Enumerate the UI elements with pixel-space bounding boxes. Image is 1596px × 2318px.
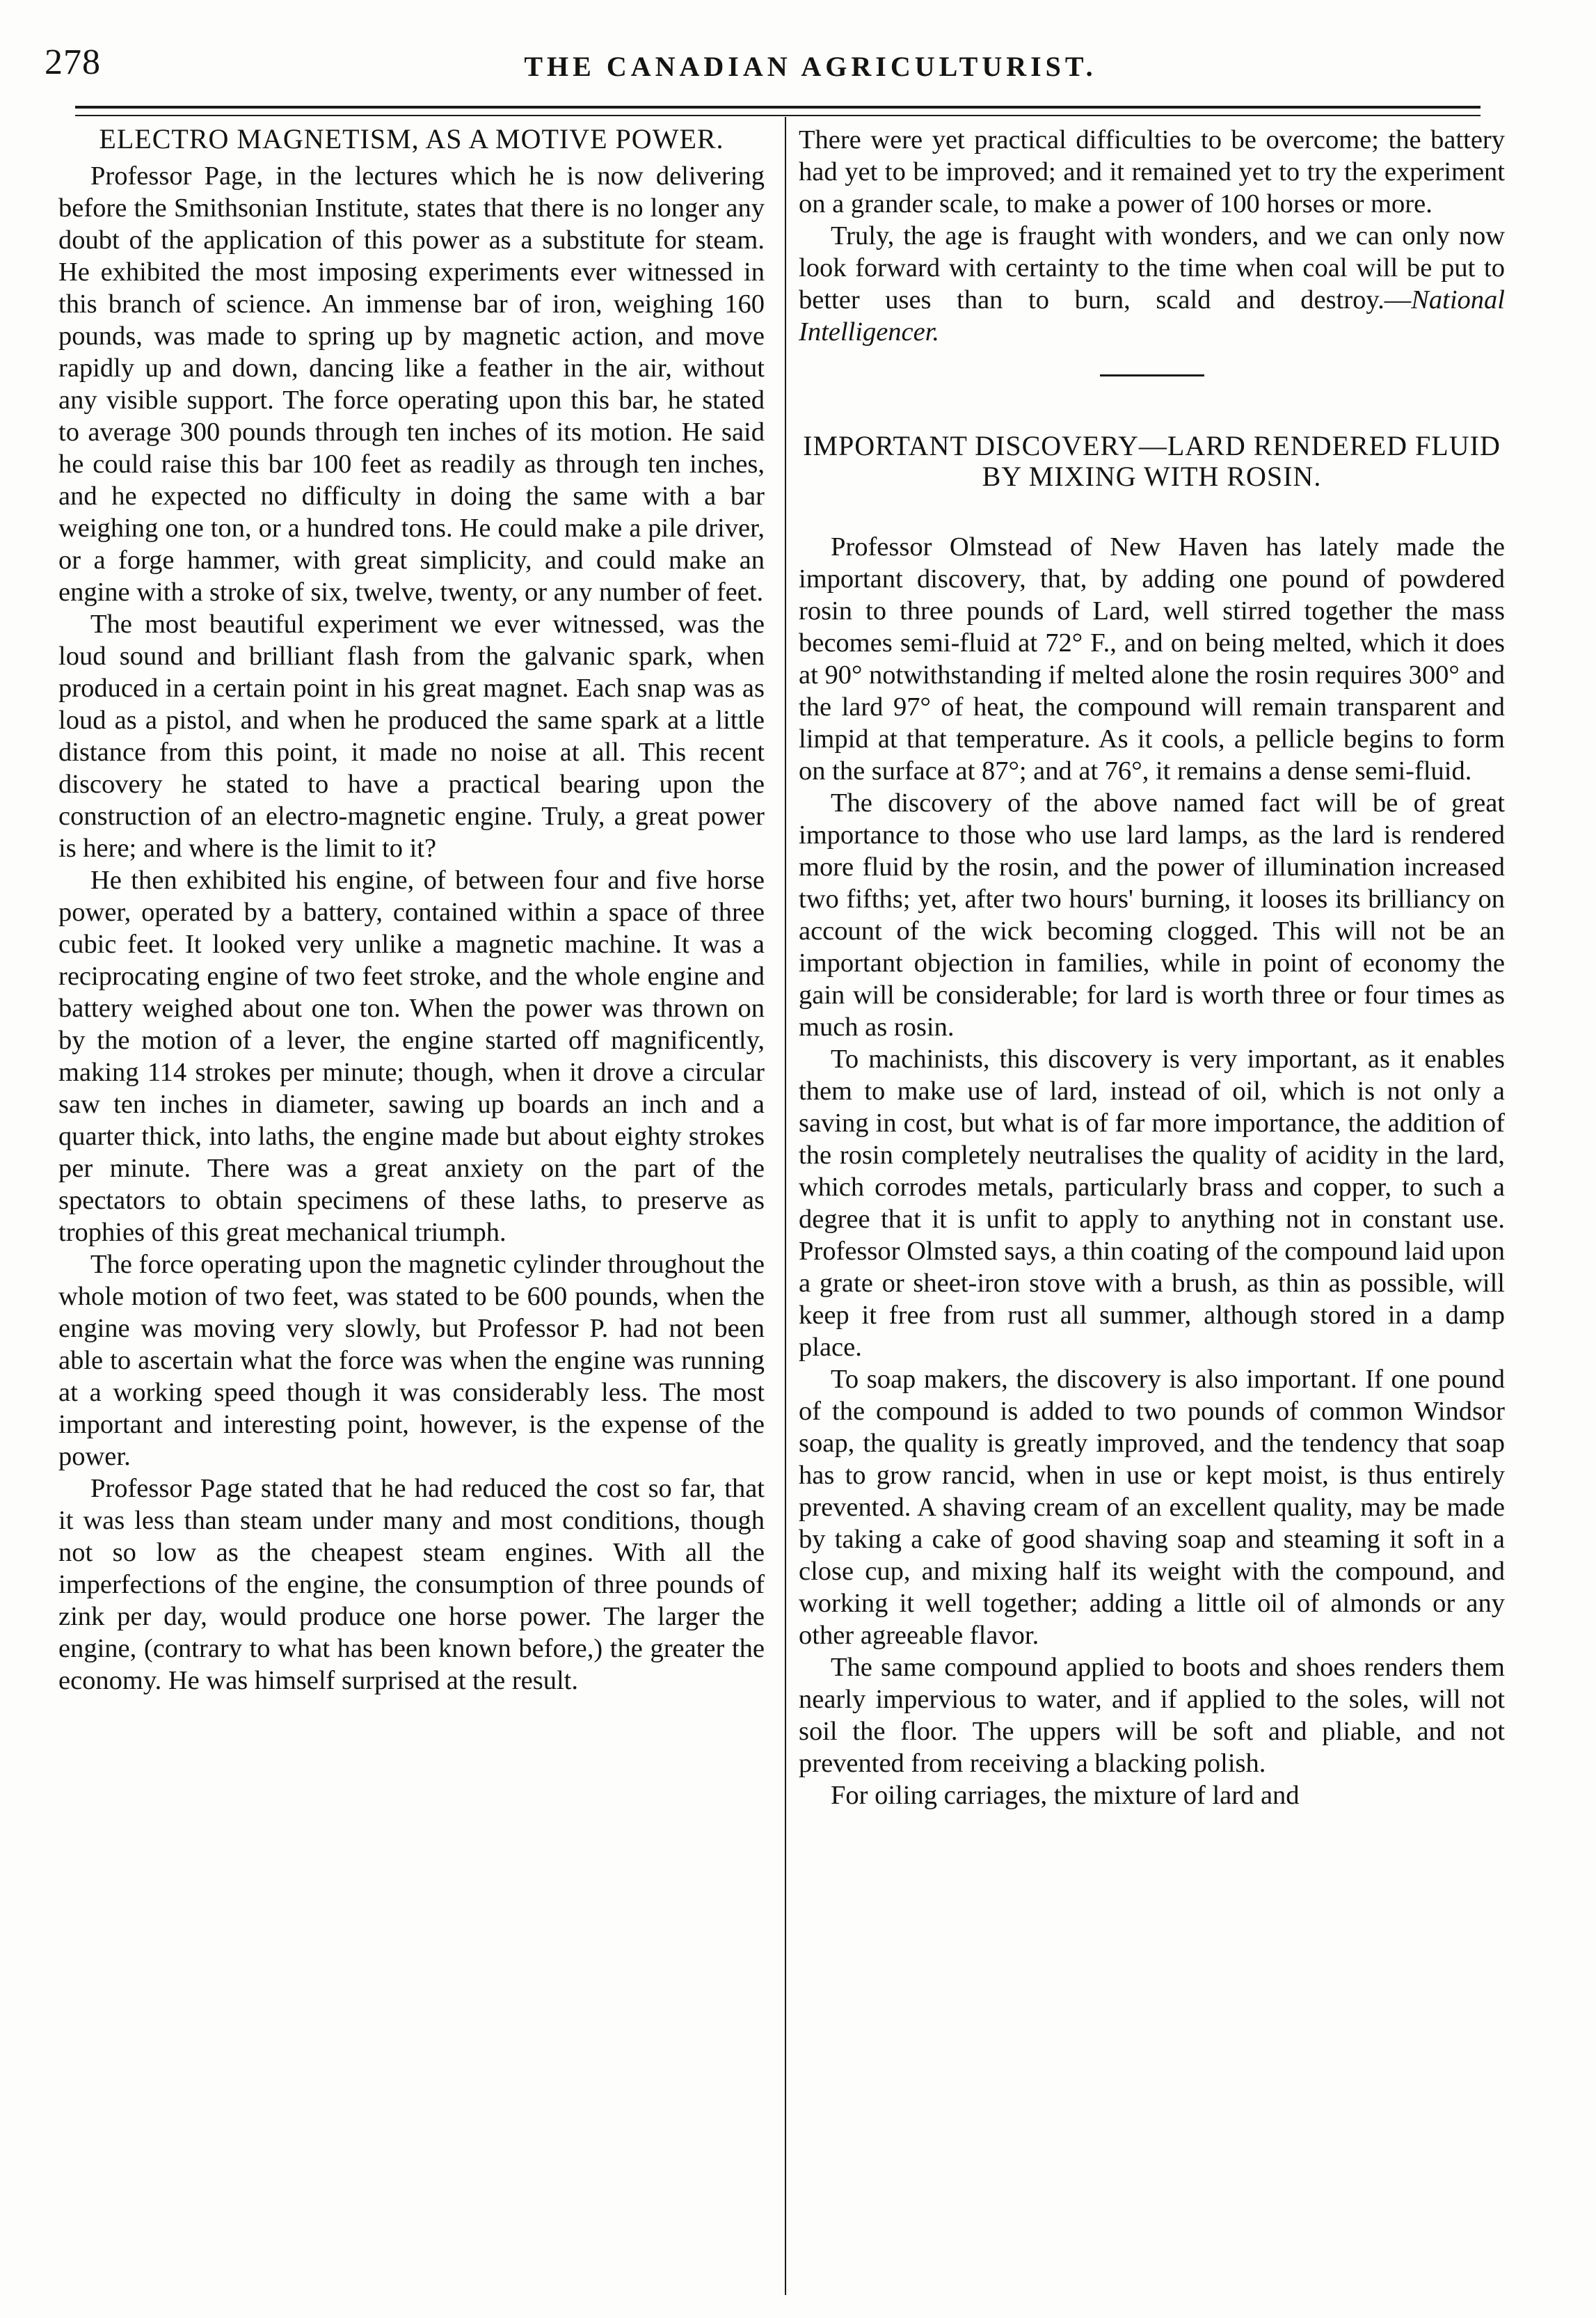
page-number: 278: [45, 42, 101, 82]
article-paragraph: Professor Page, in the lectures which he is now delivering before the Smithsonian Institute, states that there is no longer any doubt of the application of this power as a substitute for steam. He exhibited the most imposing experiments ever witnessed in this branch of science. An immense bar of iron, weighing 160 pounds, was made to spring up by magnetic action, and move rapidly up and down, dancing like a feather in the air, without any visible support. The force operating upon this bar, he stated to average 300 pounds through ten inches of its motion. He said he could raise this bar 100 feet as readily as through ten inches, and he expected no difficulty in doing the same with a bar weighing one ton, or a hundred tons. He could make a pile driver, or a forge hammer, with great simplicity, and could make an engine with a stroke of six, twelve, twenty, or any number of feet.: [58, 161, 765, 607]
article-paragraph: To soap makers, the discovery is also important. If one pound of the compound is added to two pounds of common Windsor soap, the quality is greatly improved, and the tendency that soap has to grow rancid, when in use or kept moist, is thus entirely prevented. A shaving cream of an excellent quality, may be made by taking a cake of good shaving soap and steaming it soft in a close cup, and mixing half its weight with the compound, and working it well together; adding a little oil of almonds or any other agreeable flavor.: [799, 1365, 1505, 1650]
article-paragraph: [799, 220, 1505, 348]
right-column: [799, 124, 1505, 1811]
article-paragraph: To machinists, this discovery is very important, as it enables them to make use of lard, instead of oil, which is not only a saving in cost, but what is of far more importance, the addition of the rosin completely neutralises the quality of acidity in the lard, which corrodes metals, particularly brass and copper, to such a degree that it is unfit to apply to anything not in constant use. Professor Olmsted says, a thin coating of the compound laid upon a grate or sheet-iron stove with a brush, as thin as possible, will keep it free from rust all summer, although stored in a damp place.: [799, 1045, 1505, 1362]
article-paragraph: The discovery of the above named fact will be of great importance to those who use lard lamps, as the lard is rendered more fluid by the rosin, and the power of illumination increased two fifths; yet, after two hours' burning, it looses its brilliancy on account of the wick becoming clogged. This will not be an important objection in families, while in point of economy the gain will be considerable; for lard is worth three or four times as much as rosin.: [799, 788, 1505, 1042]
section-divider: [1100, 374, 1204, 376]
article-paragraph-continued: There were yet practical difficulties to be overcome; the battery had yet to be improved; and it remained yet to try the experiment on a grander scale, to make a power of 100 horses or more.: [799, 125, 1505, 219]
article-paragraph-text: Truly, the age is fraught with wonders, and we can only now look forward with certainty to the time when coal will be put to better uses than to burn, scald and destroy.—: [799, 221, 1505, 315]
article-paragraph: Professor Page stated that he had reduced the cost so far, that it was less than steam under many and most conditions, though not so low as the cheapest steam engines. With all the imperfections of the engine, the consumption of three pounds of zink per day, would produce one horse power. The larger the engine, (contrary to what has been known before,) the greater the economy. He was himself surprised at the result.: [58, 1474, 765, 1695]
article-title-electro-magnetism: ELECTRO MAGNETISM, AS A MOTIVE POWER.: [99, 123, 724, 154]
article-paragraph: The most beautiful experiment we ever witnessed, was the loud sound and brilliant flash from the galvanic spark, when produced in a certain point in his great magnet. Each snap was as loud as a pistol, and when he produced the same spark at a little distance from this point, it made no noise at all. This recent discovery he stated to have a practical bearing upon the construction of an electro-magnetic engine. Truly, a great power is here; and where is the limit to it?: [58, 610, 765, 863]
article-paragraph: The same compound applied to boots and shoes renders them nearly impervious to water, and if applied to the soles, will not soil the floor. The uppers will be soft and pliable, and not prevented from receiving a blacking polish.: [799, 1653, 1505, 1778]
running-head: THE CANADIAN AGRICULTURIST.: [524, 51, 1097, 82]
article-title-lard-discovery: IMPORTANT DISCOVERY—LARD RENDERED FLUID BY MIXING WITH ROSIN.: [803, 430, 1501, 492]
column-divider: [785, 117, 786, 2295]
article-paragraph: For oiling carriages, the mixture of lard and: [831, 1781, 1300, 1810]
header-rule-thick: [75, 106, 1481, 109]
article-paragraph: Professor Olmstead of New Haven has lately made the important discovery, that, by adding one pound of powdered rosin to three pounds of Lard, well stirred together the mass becomes semi-fluid at 72° F., and on being melted, which it does at 90° notwithstanding if melted alone the rosin requires 300° and the lard 97° of heat, the compound will remain transparent and limpid at that temperature. As it cools, a pellicle begins to form on the surface at 87°; and at 76°, it remains a dense semi-fluid.: [799, 532, 1505, 786]
article-paragraph: He then exhibited his engine, of between four and five horse power, operated by a battery, contained within a space of three cubic feet. It looked very unlike a magnetic machine. It was a reciprocating engine of two feet stroke, and the whole engine and battery weighed about one ton. When the power was thrown on by the motion of a lever, the engine started off magnificently, making 114 strokes per minute; though, when it drove a circular saw ten inches in diameter, sawing up boards an inch and a quarter thick, into laths, the engine made but about eighty strokes per minute. There was a great anxiety on the part of the spectators to obtain specimens of these laths, to preserve as trophies of this great mechanical triumph.: [58, 866, 765, 1247]
header-rule-thin: [75, 115, 1481, 116]
left-column: [58, 124, 765, 1697]
article-source: National Intelligencer.: [799, 285, 1505, 347]
article-paragraph: The force operating upon the magnetic cylinder throughout the whole motion of two feet, was stated to be 600 pounds, when the engine was moving very slowly, but Professor P. had not been able to ascertain what the force was when the engine was running at a working speed though it was considerably less. The most important and interesting point, however, is the expense of the power.: [58, 1250, 765, 1471]
